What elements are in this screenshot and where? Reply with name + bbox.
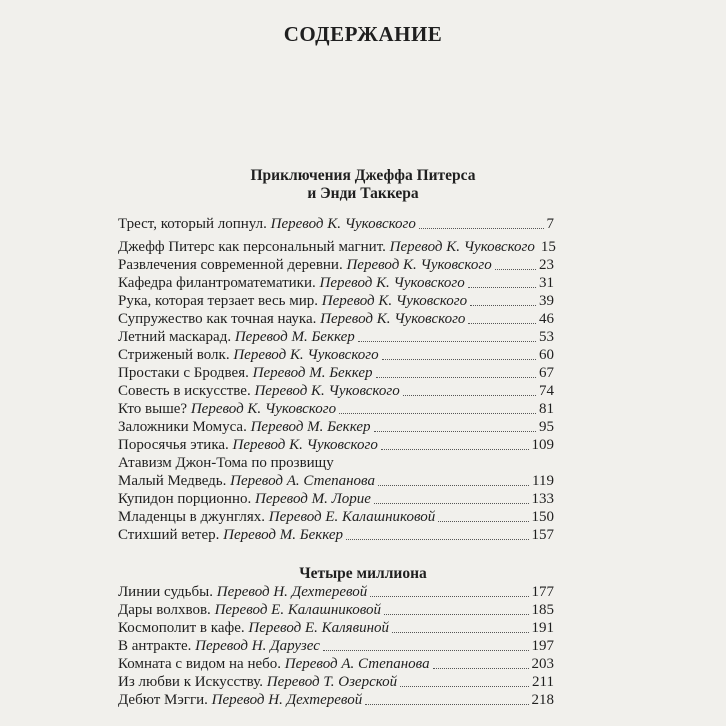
translator-credit: Перевод К. Чуковского (232, 437, 378, 453)
dot-leader (376, 377, 536, 378)
page-number: 15 (540, 239, 556, 255)
page-number: 39 (539, 293, 554, 309)
toc-entry-title (118, 382, 400, 400)
toc-entry[interactable] (118, 472, 554, 490)
dot-leader (382, 359, 536, 360)
dot-leader (433, 668, 529, 669)
toc-entry[interactable] (118, 364, 554, 382)
translator-credit: Перевод Е. Калявиной (248, 620, 390, 636)
translator-credit: Перевод Е. Калашниковой (268, 509, 436, 525)
toc-entry[interactable] (118, 508, 554, 526)
dot-leader (384, 614, 528, 615)
toc-entry-title (118, 601, 381, 619)
toc-entry-title (118, 238, 535, 256)
translator-credit: Перевод К. Чуковского (190, 401, 337, 417)
translator-credit: Перевод Т. Озерской (266, 674, 398, 690)
story-title: Стихший ветер. (118, 527, 224, 543)
toc-entry[interactable] (118, 583, 554, 601)
toc-entry-title (118, 310, 465, 328)
toc-entry-title (118, 346, 379, 364)
toc-entry[interactable] (118, 619, 554, 637)
dot-leader (403, 395, 536, 396)
toc-entry[interactable] (118, 292, 554, 310)
dot-leader (365, 704, 528, 705)
toc-entry-title (118, 691, 362, 709)
translator-credit: Перевод К. Чуковского (319, 275, 465, 291)
toc-entry-title (118, 490, 371, 508)
dot-leader (392, 632, 528, 633)
toc-entry-title (118, 436, 378, 454)
dot-leader (381, 449, 529, 450)
page-number: 60 (539, 347, 554, 363)
dot-leader (468, 323, 536, 324)
page-number: 133 (531, 491, 554, 507)
toc-entry[interactable] (118, 238, 554, 256)
page-number: 53 (539, 329, 554, 345)
translator-credit: Перевод Н. Дарузес (195, 638, 320, 654)
translator-credit: Перевод К. Чуковского (254, 383, 400, 399)
page-title: СОДЕРЖАНИЕ (283, 22, 443, 46)
story-title: Купидон порционно. (118, 491, 255, 507)
page-number: 119 (532, 473, 554, 489)
page-number: 157 (531, 527, 554, 543)
section-heading: Четыре миллиона (299, 565, 427, 582)
toc-entry-title (118, 364, 373, 382)
page-number: 191 (531, 620, 554, 636)
toc-entry[interactable] (118, 346, 554, 364)
toc-entry[interactable] (118, 382, 554, 400)
story-title: Джефф Питерс как персональный магнит. (118, 239, 390, 255)
toc-entry[interactable] (118, 691, 554, 709)
toc-entry[interactable] (118, 601, 554, 619)
page-number: 95 (539, 419, 554, 435)
section-heading: Приключения Джеффа Питерса (250, 167, 476, 184)
toc-entry-title (118, 274, 465, 292)
page-number: 150 (531, 509, 554, 525)
translator-credit: Перевод А. Степанова (230, 473, 375, 489)
story-title: Летний маскарад. (118, 329, 235, 345)
translator-credit: Перевод М. Беккер (234, 329, 355, 345)
translator-credit: Перевод М. Беккер (250, 419, 371, 435)
translator-credit: Перевод К. Чуковского (346, 257, 492, 273)
section-heading: и Энди Таккера (307, 185, 419, 202)
story-title: Космополит в кафе. (118, 620, 249, 636)
toc-entry[interactable] (118, 637, 554, 655)
dot-leader (495, 269, 536, 270)
story-title: Рука, которая терзает весь мир. (118, 293, 322, 309)
toc-entry-title (118, 526, 343, 544)
story-title: Заложники Момуса. (118, 419, 251, 435)
story-title: Совесть в искусстве. (118, 383, 255, 399)
toc-entry-title (118, 400, 336, 418)
toc-entry-title (118, 418, 371, 436)
toc-entry-title (118, 673, 397, 691)
dot-leader (419, 228, 544, 229)
toc-entry-title (118, 619, 389, 637)
page-number: 203 (531, 656, 554, 672)
toc-entry-title-line: Атавизм Джон-Тома по прозвищу (118, 455, 334, 471)
page-number: 67 (539, 365, 554, 381)
story-title: Трест, который лопнул. (118, 216, 271, 232)
translator-credit: Перевод М. Беккер (223, 527, 344, 543)
story-title: Младенцы в джунглях. (118, 509, 269, 525)
toc-entry[interactable] (118, 274, 554, 292)
toc-entry-title (118, 292, 467, 310)
toc-entry-title (118, 637, 320, 655)
page-number: 218 (531, 692, 554, 708)
dot-leader (400, 686, 529, 687)
translator-credit: Перевод Н. Дехтеревой (216, 584, 368, 600)
translator-credit: Перевод М. Лорие (254, 491, 371, 507)
toc-entry-title (118, 655, 430, 673)
toc-entry[interactable] (118, 526, 554, 544)
story-title: Стриженый волк. (118, 347, 234, 363)
translator-credit: Перевод К. Чуковского (321, 293, 468, 309)
toc-entry[interactable] (118, 328, 554, 346)
dot-leader (323, 650, 529, 651)
translator-credit: Перевод К. Чуковского (389, 239, 535, 255)
story-title: Дебют Мэгги. (118, 692, 212, 708)
translator-credit: Перевод К. Чуковского (320, 311, 466, 327)
story-title: Малый Медведь. (118, 473, 231, 489)
dot-leader (468, 287, 536, 288)
page-number: 109 (531, 437, 554, 453)
story-title: Кто выше? (118, 401, 191, 417)
dot-leader (346, 539, 528, 540)
translator-credit: Перевод Н. Дехтеревой (211, 692, 363, 708)
page-number: 211 (532, 674, 554, 690)
toc-entry[interactable] (118, 215, 554, 233)
dot-leader (370, 596, 528, 597)
toc-entry-title (118, 472, 375, 490)
toc-entry[interactable] (118, 436, 554, 454)
story-title: Кафедра филантроматематики. (118, 275, 320, 291)
translator-credit: Перевод А. Степанова (284, 656, 430, 672)
story-title: Линии судьбы. (118, 584, 217, 600)
translator-credit: Перевод К. Чуковского (270, 216, 416, 232)
dot-leader (374, 503, 529, 504)
translator-credit: Перевод К. Чуковского (233, 347, 379, 363)
dot-leader (438, 521, 528, 522)
dot-leader (358, 341, 536, 342)
page-number: 74 (539, 383, 554, 399)
story-title: Супружество как точная наука. (118, 311, 321, 327)
toc-entry[interactable] (118, 655, 554, 673)
page-number: 46 (539, 311, 554, 327)
page-number: 23 (539, 257, 554, 273)
story-title: Комната с видом на небо. (118, 656, 285, 672)
story-title: Простаки с Бродвея. (118, 365, 253, 381)
story-title: Из любви к Искусству. (118, 674, 267, 690)
toc-entry[interactable] (118, 310, 554, 328)
translator-credit: Перевод Е. Калашниковой (214, 602, 382, 618)
dot-leader (339, 413, 536, 414)
story-title: Дары волхвов. (118, 602, 215, 618)
toc-entry-title (118, 328, 355, 346)
dot-leader (378, 485, 529, 486)
toc-entry-title (118, 583, 367, 601)
toc-entry-title (118, 508, 435, 526)
page-number: 197 (531, 638, 554, 654)
toc-entry-title (118, 256, 492, 274)
toc-entry[interactable] (118, 400, 554, 418)
translator-credit: Перевод М. Беккер (252, 365, 373, 381)
story-title: В антракте. (118, 638, 196, 654)
page-number: 31 (539, 275, 554, 291)
page-number: 185 (531, 602, 554, 618)
toc-entry[interactable] (118, 256, 554, 274)
toc-entry[interactable] (118, 490, 554, 508)
story-title: Поросячья этика. (118, 437, 233, 453)
page-number: 7 (546, 216, 554, 232)
page-number: 81 (539, 401, 554, 417)
toc-entry[interactable] (118, 673, 554, 691)
dot-leader (374, 431, 537, 432)
story-title: Развлечения современной деревни. (118, 257, 347, 273)
dot-leader (470, 305, 536, 306)
toc-entry[interactable] (118, 418, 554, 436)
page-number: 177 (531, 584, 554, 600)
toc-entry-title (118, 215, 416, 233)
